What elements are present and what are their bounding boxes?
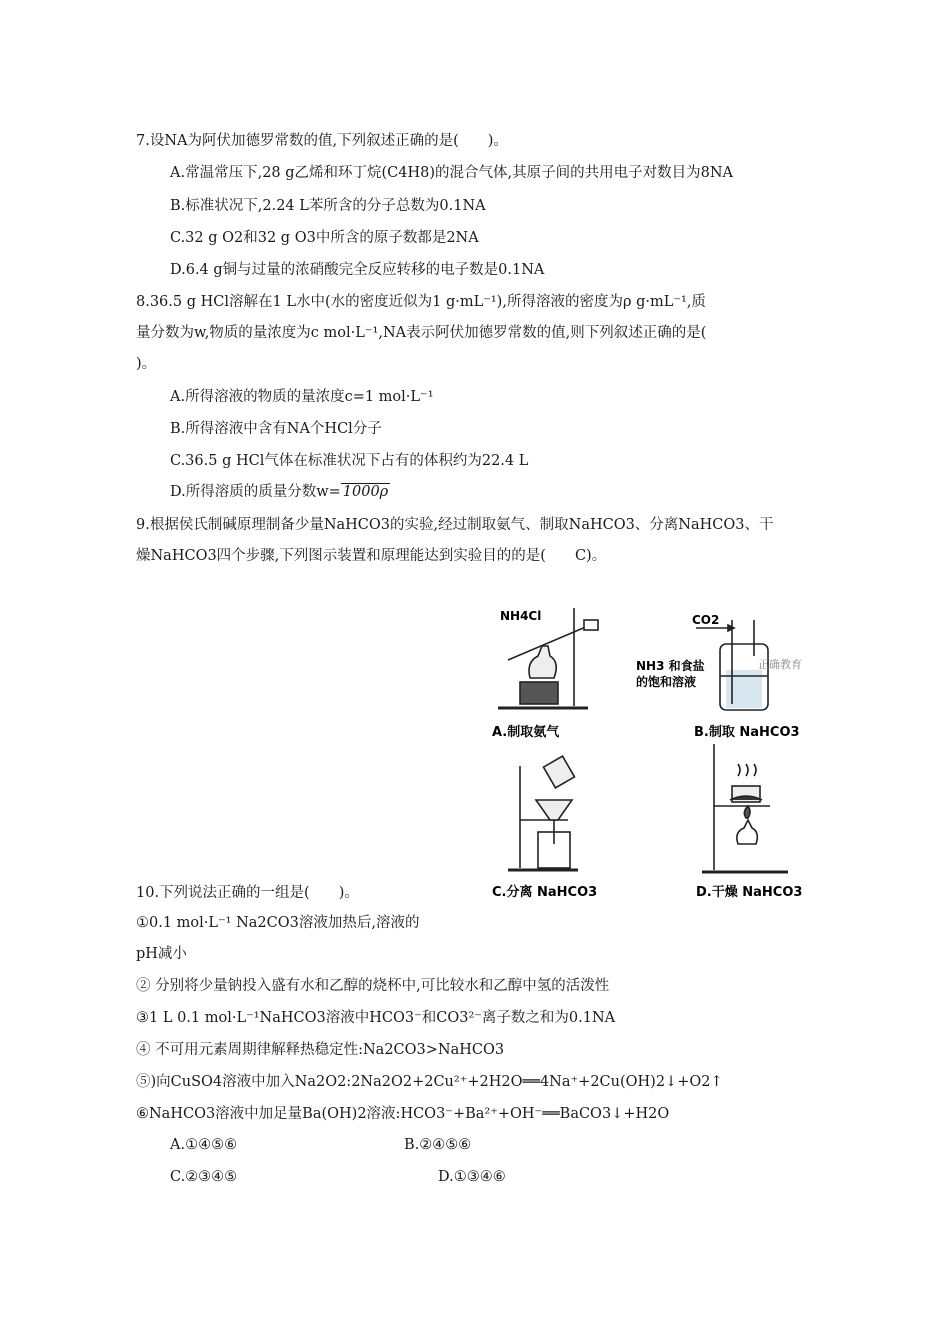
q8-stem-line3: )。: [136, 356, 157, 372]
q8-option-c: C.36.5 g HCl气体在标准状况下占有的体积约为22.4 L: [170, 453, 529, 469]
watermark: 正确教育: [758, 658, 802, 671]
q8-option-d: [170, 482, 390, 502]
q7-option-c: C.32 g O2和32 g O3中所含的原子数都是2NA: [170, 230, 479, 246]
label-nh4cl: NH4Cl: [500, 609, 542, 623]
label-solution-line2: 的饱和溶液: [636, 675, 697, 689]
q10-statement-2: ② 分别将少量钠投入盛有水和乙醇的烧杯中,可比较水和乙醇中氢的活泼性: [136, 978, 610, 994]
q10-stem: 10.下列说法正确的一组是( )。: [136, 885, 359, 901]
q8-option-d-formula: 1000ρ: [342, 484, 389, 500]
q10-statement-1b: pH减小: [136, 946, 187, 962]
q9-stem-line2: 燥NaHCO3四个步骤,下列图示装置和原理能达到实验目的的是( C)。: [136, 548, 607, 564]
q8-stem-line2: 量分数为w,物质的量浓度为c mol·L⁻¹,NA表示阿伏加德罗常数的值,则下列叙述正确的是(: [136, 325, 707, 341]
q10-option-c: C.②③④⑤: [170, 1169, 238, 1185]
q10-statement-1a: ①0.1 mol·L⁻¹ Na2CO3溶液加热后,溶液的: [136, 915, 420, 931]
q8-stem-line1: 8.36.5 g HCl溶解在1 L水中(水的密度近似为1 g·mL⁻¹),所得溶液的密度为ρ g·mL⁻¹,质: [136, 294, 706, 310]
q8-option-a: A.所得溶液的物质的量浓度c=1 mol·L⁻¹: [170, 389, 434, 405]
q8-option-d-prefix: D.所得溶质的质量分数w=: [170, 484, 341, 500]
q7-option-a: A.常温常压下,28 g乙烯和环丁烷(C4H8)的混合气体,其原子间的共用电子对数目为8NA: [170, 165, 734, 181]
q9-stem-line1: 9.根据侯氏制碱原理制备少量NaHCO3的实验,经过制取氨气、制取NaHCO3、分离NaHCO3、干: [136, 517, 774, 533]
q10-option-a: A.①④⑤⑥: [170, 1137, 238, 1153]
caption-c: C.分离 NaHCO3: [492, 885, 598, 900]
apparatus-c: [508, 756, 578, 870]
caption-b: B.制取 NaHCO3: [694, 725, 800, 740]
q8-option-b: B.所得溶液中含有NA个HCl分子: [170, 421, 382, 437]
apparatus-figure: [488, 600, 838, 900]
q7-option-d: D.6.4 g铜与过量的浓硝酸完全反应转移的电子数是0.1NA: [170, 262, 545, 278]
apparatus-a: [498, 608, 598, 708]
label-solution-line1: NH3 和食盐: [636, 659, 705, 673]
q10-statement-3: ③1 L 0.1 mol·L⁻¹NaHCO3溶液中HCO3⁻和CO3²⁻离子数之和为0.1NA: [136, 1010, 616, 1026]
q7-stem: 7.设NA为阿伏加德罗常数的值,下列叙述正确的是( )。: [136, 133, 508, 149]
apparatus-d: [702, 744, 788, 872]
q10-statement-6: ⑥NaHCO3溶液中加足量Ba(OH)2溶液:HCO3⁻+Ba²⁺+OH⁻══BaCO3↓+H2O: [136, 1106, 670, 1122]
q10-statement-4: ④ 不可用元素周期律解释热稳定性:Na2CO3>NaHCO3: [136, 1042, 505, 1058]
q10-statement-5: ⑤)向CuSO4溶液中加入Na2O2:2Na2O2+2Cu²⁺+2H2O══4Na⁺+2Cu(OH)2↓+O2↑: [136, 1074, 723, 1090]
label-co2: CO2: [692, 613, 720, 627]
q10-option-b: B.②④⑤⑥: [404, 1137, 472, 1153]
caption-d: D.干燥 NaHCO3: [696, 885, 803, 900]
q10-option-d: D.①③④⑥: [438, 1169, 506, 1185]
q7-option-b: B.标准状况下,2.24 L苯所含的分子总数为0.1NA: [170, 198, 486, 214]
caption-a: A.制取氨气: [492, 725, 560, 740]
